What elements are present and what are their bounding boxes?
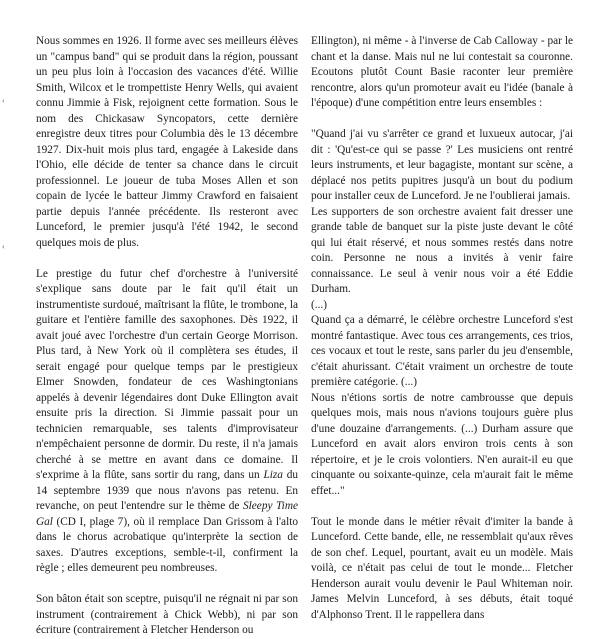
quote-paragraph: Les supporters de son orchestre avaient fait dresser une grande table de banquet sur la piste juste devant le côté qui lui était réservé, et nous sommes restés dans notre coin. Personne ne nous a invités à venir faire connaissance. Le seul à venir nous voir a été Eddie Durham. — [311, 205, 573, 295]
margin-mark: ‹ — [2, 242, 5, 251]
paragraph: Son bâton était son sceptre, puisqu'il ne régnait ni par son instrument (contrairement à Chick Webb), ni par son écriture (contrairement à Fletcher Henderson ou — [36, 593, 298, 636]
quote-paragraph: Quand ça a démarré, le célèbre orchestre Lunceford s'est montré fantastique. Avec tous ces arrangements, ces trios, ces vocaux et tout le reste, sans parler du jeu d'ensemble, c'était ahurissant. C'était vraiment un orchestre de toute première catégorie. (...) — [311, 314, 573, 388]
paragraph-text: du 14 septembre 1939 que nous n'avons pas retenu. En revanche, on peut l'entendre sur le thème de — [36, 469, 298, 512]
margin-mark: ‹ — [2, 96, 5, 105]
paragraph — [36, 267, 298, 577]
paragraph: Nous sommes en 1926. Il forme avec ses meilleurs élèves un "campus band" qui se produit dans la région, poussant un peu plus loin à l'occasion des vacances d'été. Willie Smith, Wilcox et le trompettiste Henry Wells, qui avaient connu Jimmie à Fisk, rejoignent cette formation. Sous le nom des Chickasaw Syncopators, cette dernière enregistre deux titres pour Columbia dès le 13 décembre 1927. Dix-huit mois plus tard, engagée à Lakeside dans l'Ohio, elle décide de tenter sa chance dans le circuit professionnel. Le joueur de tuba Moses Allen et son copain de lycée le batteur Jimmy Crawford en faisaient partie depuis l'année précédente. Ils resteront avec Lunceford, le premier jusqu'à l'été 1942, le second quelques mois de plus. — [36, 35, 298, 249]
quote-ellipsis: (...) — [311, 298, 327, 311]
paragraph-text: Le prestige du futur chef d'orchestre à l'université s'explique sans doute par le fait qu'il était un instrumentiste surdoué, maîtrisant la flûte, le trombone, la guitare et l'entière famille des saxophones. Dès 1922, il avait joué avec l'orchestre d'un certain George Morrison. Plus tard, à New York où il complètera ses études, il serait engagé pour quelque temps par le prestigieux Elmer Snowden, fondateur de ces Washingtonians appelés à devenir légendaires dont Duke Ellington avait ensuite pris la direction. Si Jimmie passait pour un technicien remarquable, ses talents d'improvisateur n'empêchaient personne de dormir. Du reste, il n'a jamais cherché à se mettre en avant dans ce domaine. Il s'exprime à la flûte, sans sortir du rang, dans un — [36, 267, 298, 481]
song-title: Liza — [263, 469, 283, 481]
quote-paragraph: "Quand j'ai vu s'arrêter ce grand et luxueux autocar, j'ai dit : 'Qu'est-ce qui se passe ?' Les musiciens ont rentré leurs instruments, et leur bagagiste, montant sur scène, a déplacé nos petits pupitres jusqu'à un bout du podium pour installer ceux de Lunceford. Je ne l'oublierai jamais. — [311, 128, 573, 202]
paragraph: Tout le monde dans le métier rêvait d'imiter la bande à Lunceford. Cette bande, elle, ne ressemblait qu'aux rêves de son chef. Lequel, pourtant, avait eu un modèle. Mais voilà, ce n'était pas celui de tout le monde... Fletcher Henderson aurait voulu devenir le Paul Whiteman noir. James Melvin Lunceford, à ses débuts, était toqué d'Alphonso Trent. Il le rappellera dans — [311, 515, 573, 621]
paragraph-text: (CD I, plage 7), où il remplace Dan Grissom à l'alto dans le chorus acrobatique qu'interprète la section de saxes. D'autres exceptions, semble-t-il, confirment la règle ; elles demeurent peu nombreuses. — [36, 515, 298, 574]
quote-paragraph: Nous n'étions sortis de notre cambrousse que depuis quelques mois, mais nous n'avions toujours guère plus d'une douzaine d'arrangements. (...) Durham assure que Lunceford en avait alors environ trois cents à son répertoire, et je le crois volontiers. N'en aurait-il eu que cinquante ou soixante-quinze, cela m'aurait fait le même effet..." — [311, 391, 573, 497]
left-column — [36, 34, 298, 639]
right-column — [311, 34, 573, 623]
paragraph: Ellington), ni même - à l'inverse de Cab Calloway - par le chant et la danse. Mais nul ne lui contestait sa couronne. Ecoutons plutôt Count Basie raconter leur première rencontre, alors qu'un promoteur avait eu l'idée (banale à l'époque) d'une compétition entre leurs ensembles : — [311, 35, 573, 109]
song-title: Sleepy Time Gal — [36, 500, 298, 528]
